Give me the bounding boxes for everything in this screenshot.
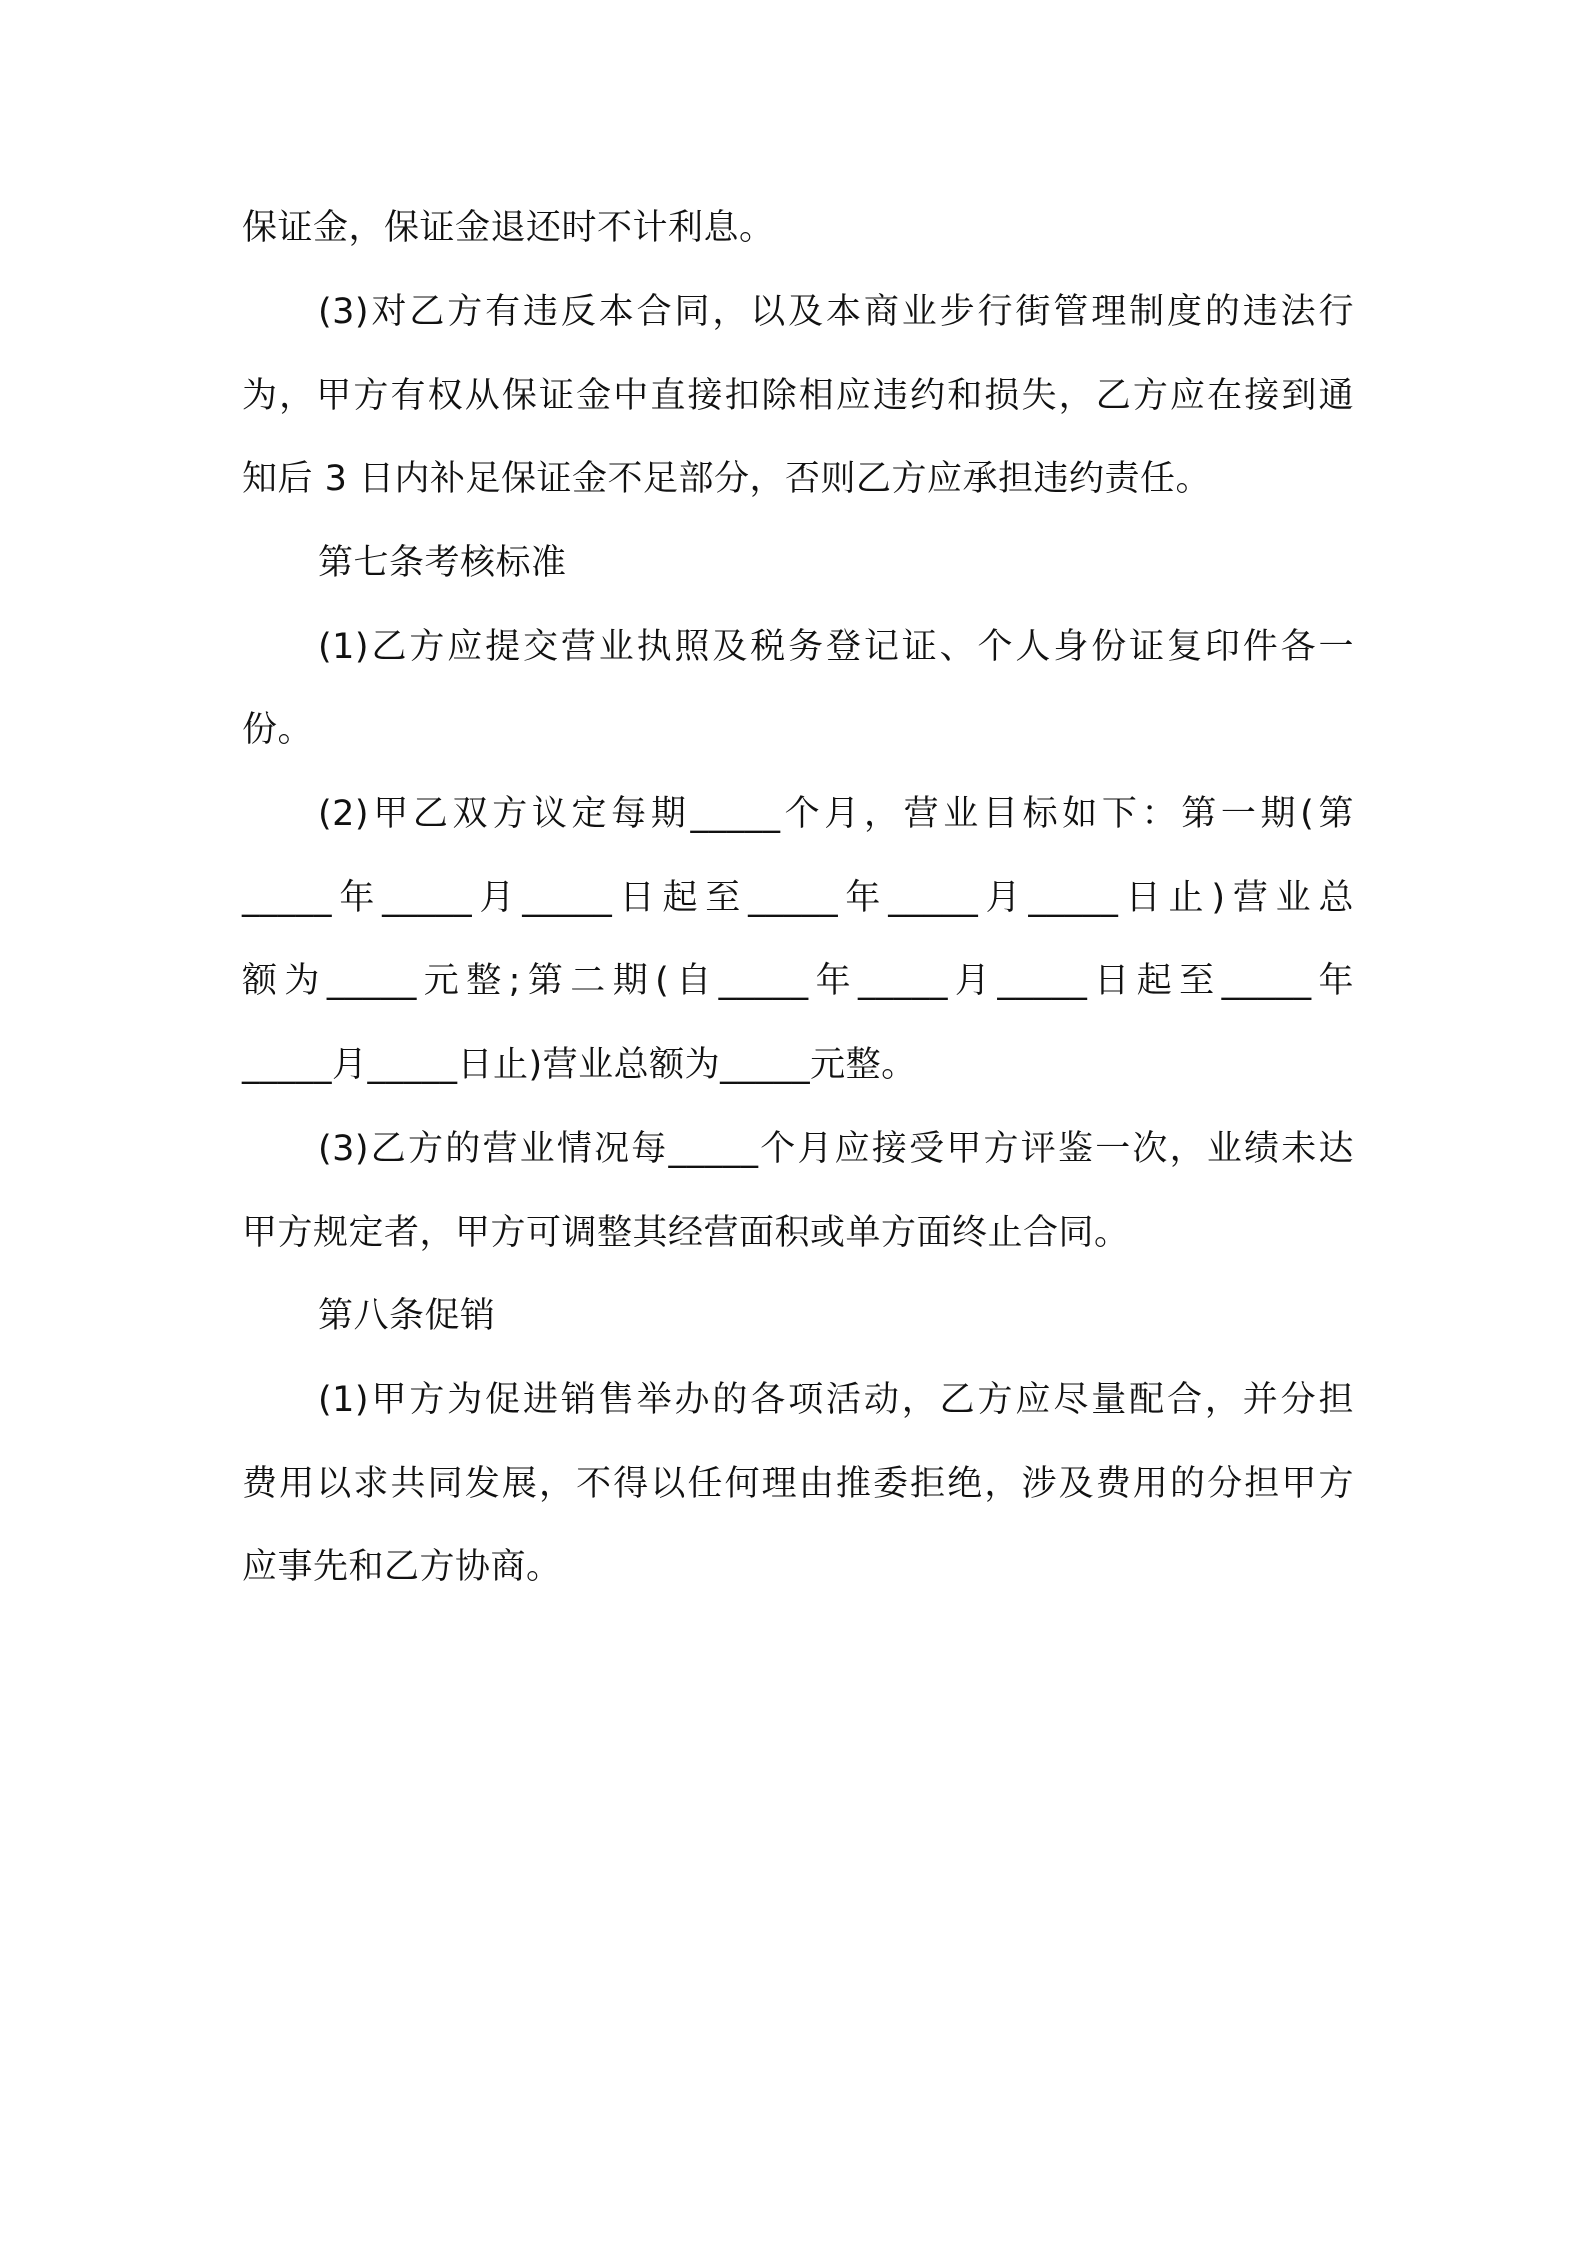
paragraph-line: (3)对乙方有违反本合同，以及本商业步行街管理制度的违法行	[318, 292, 1354, 332]
paragraph-line: (1)乙方应提交营业执照及税务登记证、个人身份证复印件各一	[318, 627, 1354, 667]
section-heading: 第七条考核标准	[318, 543, 567, 583]
paragraph-line: 应事先和乙方协商。	[242, 1547, 562, 1587]
paragraph-line: (1)甲方为促进销售举办的各项活动，乙方应尽量配合，并分担	[318, 1380, 1354, 1420]
paragraph-line: _____年_____月_____日起至_____年_____月_____日止)营业总	[242, 878, 1354, 918]
paragraph-line: (3)乙方的营业情况每_____个月应接受甲方评鉴一次，业绩未达	[318, 1129, 1354, 1169]
paragraph-line: 甲方规定者，甲方可调整其经营面积或单方面终止合同。	[242, 1213, 1130, 1253]
section-heading: 第八条促销	[318, 1296, 496, 1336]
paragraph-line: _____月_____日止)营业总额为_____元整。	[242, 1045, 917, 1085]
paragraph-line: 保证金，保证金退还时不计利息。	[242, 208, 775, 248]
paragraph-line: (2)甲乙双方议定每期_____个月，营业目标如下：第一期(第	[318, 794, 1354, 834]
paragraph-line: 为，甲方有权从保证金中直接扣除相应违约和损失，乙方应在接到通	[242, 376, 1354, 416]
paragraph-line: 份。	[242, 710, 314, 750]
paragraph-line: 费用以求共同发展，不得以任何理由推委拒绝，涉及费用的分担甲方	[242, 1464, 1354, 1504]
paragraph-line: 额为_____元整;第二期(自_____年_____月_____日起至_____年	[242, 961, 1354, 1001]
paragraph-line: 知后 3 日内补足保证金不足部分，否则乙方应承担违约责任。	[242, 459, 1212, 499]
